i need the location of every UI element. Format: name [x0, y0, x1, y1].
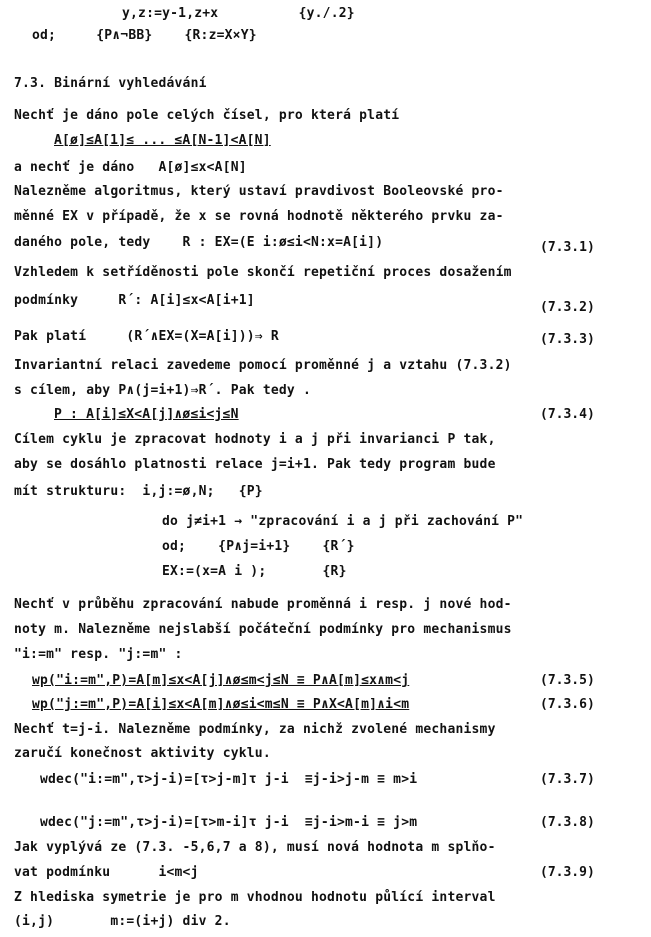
text-line-4: Nechť je dáno pole celých čísel, pro která platí [14, 108, 400, 123]
equation-number-2: (7.3.2) [540, 300, 595, 315]
equation-number-6: (7.3.6) [540, 697, 595, 712]
text-line-24: "i:=m" resp. "j:=m" : [14, 647, 183, 662]
equation-number-1: (7.3.1) [540, 240, 595, 255]
text-line-32: vat podmínku i<m<j [14, 865, 199, 880]
equation-number-7: (7.3.7) [540, 772, 595, 787]
text-line-6: a nechť je dáno A[ø]≤x<A[N] [14, 160, 247, 175]
formula-line-5: A[ø]≤A[1]≤ ... ≤A[N-1]<A[N] [54, 133, 271, 148]
text-line-16: Cílem cyklu je zpracovat hodnoty i a j při invarianci P tak, [14, 432, 496, 447]
equation-number-9: (7.3.9) [540, 865, 595, 880]
equation-number-4: (7.3.4) [540, 407, 595, 422]
text-line-11: podmínky R´: A[i]≤x<A[i+1] [14, 293, 255, 308]
formula-line-25: wp("i:=m",P)=A[m]≤x<A[j]∧ø≤m<j≤N ≡ P∧A[m]≤x∧m<j [32, 673, 410, 688]
text-line-7: Nalezněme algoritmus, který ustaví pravdivost Booleovské pro- [14, 184, 504, 199]
text-line-23: noty m. Nalezněme nejslabší počáteční podmínky pro mechanismus [14, 622, 512, 637]
formula-line-26: wp("j:=m",P)=A[i]≤x<A[m]∧ø≤i<m≤N ≡ P∧X<A[m]∧i<m [32, 697, 410, 712]
text-line-18: mít strukturu: i,j:=ø,N; {P} [14, 484, 263, 499]
text-line-19: do j≠i+1 → "zpracování i a j při zachování P" [162, 514, 524, 529]
text-line-31: Jak vyplývá ze (7.3. -5,6,7 a 8), musí nová hodnota m splňo- [14, 840, 496, 855]
equation-number-3: (7.3.3) [540, 332, 595, 347]
text-line-22: Nechť v průběhu zpracování nabude proměnná i resp. j nové hod- [14, 597, 512, 612]
section-heading: 7.3. Binární vyhledávání [14, 76, 207, 91]
text-line-20: od; {P∧j=i+1} {R´} [162, 539, 355, 554]
text-line-1: y,z:=y-1,z+x {y./.2} [122, 6, 355, 21]
text-line-28: zaručí konečnost aktivity cyklu. [14, 746, 271, 761]
formula-line-29: wdec("i:=m",τ>j-i)=[τ>j-m]τ j-i ≡j-i>j-m ≡ m>i [40, 772, 418, 787]
text-line-12: Pak platí (R´∧EX=(X=A[i]))⇒ R [14, 329, 279, 344]
text-line-14: s cílem, aby P∧(j=i+1)⇒R´. Pak tedy . [14, 383, 311, 398]
equation-number-5: (7.3.5) [540, 673, 595, 688]
text-line-9: daného pole, tedy R : EX=(E i:ø≤i<N:x=A[i]) [14, 235, 384, 250]
text-line-17: aby se dosáhlo platnosti relace j=i+1. Pak tedy program bude [14, 457, 496, 472]
text-line-2: od; {P∧¬BB} {R:z=X×Y} [32, 28, 257, 43]
text-line-13: Invariantní relaci zavedeme pomocí proměnné j a vztahu (7.3.2) [14, 358, 512, 373]
formula-line-30: wdec("j:=m",τ>j-i)=[τ>m-i]τ j-i ≡j-i>m-i ≡ j>m [40, 815, 418, 830]
text-line-27: Nechť t=j-i. Nalezněme podmínky, za nichž zvolené mechanismy [14, 722, 496, 737]
equation-number-8: (7.3.8) [540, 815, 595, 830]
text-line-8: měnné EX v případě, že x se rovná hodnotě některého prvku za- [14, 209, 504, 224]
text-line-33: Z hlediska symetrie je pro m vhodnou hodnotu půlící interval [14, 890, 496, 905]
text-line-10: Vzhledem k setříděnosti pole skončí repetiční proces dosažením [14, 265, 512, 280]
text-line-34: (i,j) m:=(i+j) div 2. [14, 914, 231, 929]
formula-line-15: P : A[i]≤X<A[j]∧ø≤i<j≤N [54, 407, 239, 422]
text-line-21: EX:=(x=A i ); {R} [162, 564, 347, 579]
